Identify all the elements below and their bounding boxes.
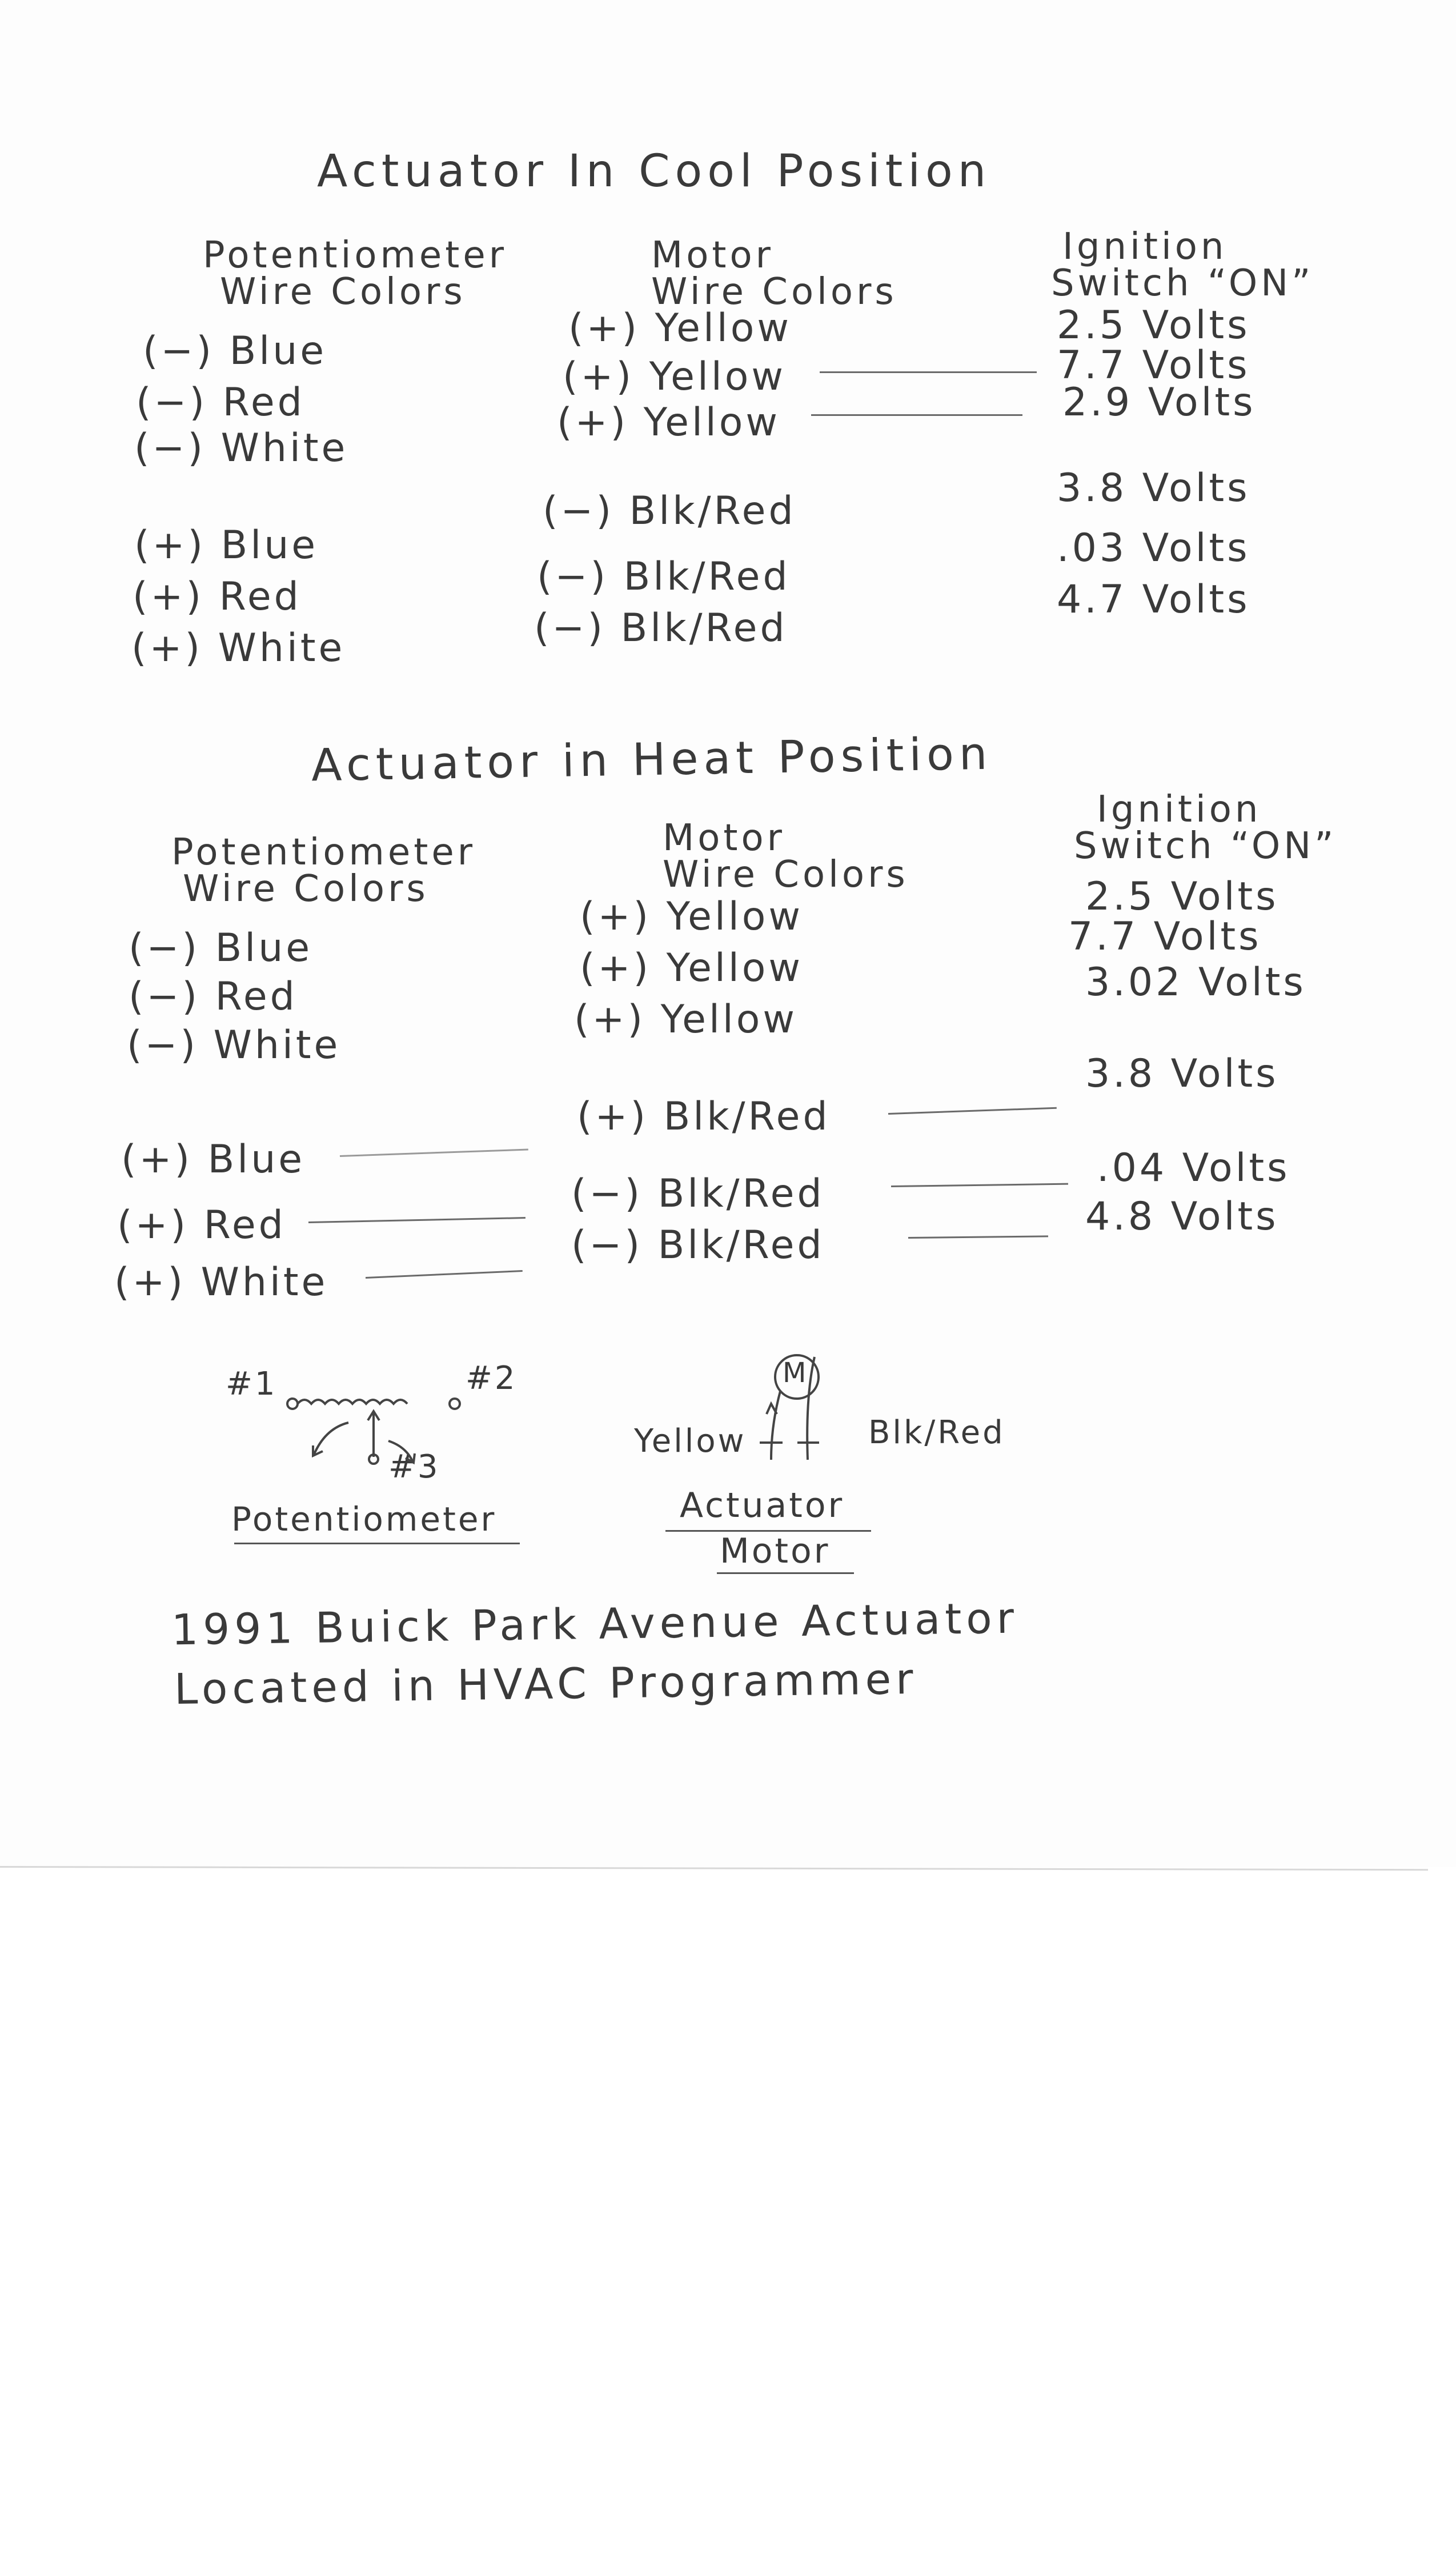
heat-ign-header-line1: Ignition — [1097, 788, 1262, 831]
heat-ign-header — [1074, 788, 1337, 867]
cool-connector-line — [820, 371, 1037, 373]
cool-motor-header-line1: Motor — [651, 234, 774, 277]
cool-pot-row: (+) White — [131, 626, 346, 671]
cool-pot-header-line2: Wire Colors — [220, 271, 466, 313]
cool-volts-row: 4.7 Volts — [1057, 577, 1250, 622]
cool-section-title: Actuator In Cool Position — [317, 146, 992, 197]
heat-motor-row: (−) Blk/Red — [571, 1171, 825, 1216]
cool-motor-row: (+) Yellow — [563, 354, 786, 399]
heat-pot-row: (−) Blue — [129, 926, 313, 971]
pot-caption-underline — [234, 1543, 520, 1544]
cool-motor-row: (+) Yellow — [557, 400, 780, 445]
cool-volts-row: 2.9 Volts — [1062, 380, 1256, 425]
cool-motor-row: (+) Yellow — [568, 306, 792, 351]
heat-pot-row: (+) Red — [117, 1203, 286, 1248]
heat-motor-row: (+) Yellow — [574, 997, 797, 1042]
cool-volts-row: 3.8 Volts — [1057, 466, 1250, 511]
cool-connector-line — [811, 414, 1022, 416]
heat-connector-line — [888, 1107, 1057, 1115]
heat-pot-row: (−) White — [127, 1023, 341, 1068]
heat-motor-row: (+) Yellow — [580, 894, 803, 939]
pot-caption: Potentiometer — [231, 1500, 497, 1539]
heat-section-title: Actuator in Heat Position — [311, 728, 993, 792]
heat-connector-line — [908, 1235, 1048, 1239]
cool-volts-row: 7.7 Volts — [1057, 343, 1250, 388]
cool-pot-row: (−) Red — [136, 380, 305, 425]
cool-ign-header-line1: Ignition — [1062, 226, 1228, 268]
heat-pot-row: (+) Blue — [121, 1137, 306, 1182]
heat-pot-row: (−) Red — [129, 974, 298, 1019]
heat-volts-row: 3.02 Volts — [1085, 960, 1306, 1005]
motor-caption-line1: Actuator — [680, 1485, 845, 1525]
heat-motor-header-line2: Wire Colors — [663, 854, 909, 896]
heat-connector-line — [340, 1148, 528, 1157]
heat-pot-header-line1: Potentiometer — [171, 831, 476, 874]
cool-pot-row: (−) Blue — [143, 329, 327, 374]
cool-motor-row: (−) Blk/Red — [537, 554, 791, 599]
cool-pot-row: (+) Blue — [134, 523, 319, 568]
motor-caption-underline — [717, 1572, 854, 1574]
cool-motor-row: (−) Blk/Red — [534, 606, 788, 651]
heat-pot-header-line2: Wire Colors — [183, 868, 429, 910]
heat-connector-line — [308, 1217, 526, 1223]
heat-motor-row: (−) Blk/Red — [571, 1223, 825, 1268]
heat-volts-row: 2.5 Volts — [1085, 874, 1279, 919]
cool-volts-row: .03 Volts — [1057, 526, 1250, 571]
pot-pin1-label: #1 — [226, 1365, 278, 1403]
cool-motor-row: (−) Blk/Red — [543, 488, 796, 534]
pot-pin2-label: #2 — [466, 1360, 518, 1397]
heat-motor-header — [663, 817, 909, 896]
motor-blkred-label: Blk/Red — [868, 1414, 1005, 1451]
motor-m-label: M — [783, 1357, 807, 1389]
potentiometer-symbol-icon — [280, 1388, 474, 1468]
heat-ign-header-line2: Switch “ON” — [1074, 825, 1337, 867]
heat-volts-row: .04 Volts — [1097, 1146, 1290, 1191]
motor-yellow-label: Yellow — [634, 1423, 747, 1460]
heat-motor-header-line1: Motor — [663, 817, 785, 859]
heat-volts-row: 4.8 Volts — [1085, 1194, 1279, 1239]
cool-ign-header — [1051, 226, 1314, 305]
heat-motor-row: (+) Yellow — [580, 946, 803, 991]
cool-ign-header-line2: Switch “ON” — [1051, 262, 1314, 305]
heat-pot-header — [171, 831, 476, 910]
heat-motor-row: (+) Blk/Red — [577, 1094, 831, 1139]
heat-volts-row: 7.7 Volts — [1068, 914, 1262, 959]
motor-caption-line2: Motor — [720, 1531, 831, 1571]
heat-pot-row: (+) White — [114, 1260, 328, 1305]
footer-line2: Located in HVAC Programmer — [174, 1654, 918, 1715]
pot-pin3-label: #3 — [388, 1448, 440, 1485]
heat-volts-row: 3.8 Volts — [1085, 1051, 1279, 1096]
cool-pot-row: (−) White — [134, 426, 348, 471]
cool-pot-header — [203, 234, 508, 313]
heat-connector-line — [891, 1183, 1068, 1187]
footer-line1: 1991 Buick Park Avenue Actuator — [171, 1593, 1019, 1655]
cool-pot-row: (+) Red — [133, 574, 302, 619]
cool-pot-header-line1: Potentiometer — [203, 234, 508, 277]
heat-connector-line — [366, 1270, 523, 1279]
cool-motor-header — [651, 234, 897, 313]
cool-motor-header-line2: Wire Colors — [651, 271, 897, 313]
cool-volts-row: 2.5 Volts — [1057, 303, 1250, 348]
